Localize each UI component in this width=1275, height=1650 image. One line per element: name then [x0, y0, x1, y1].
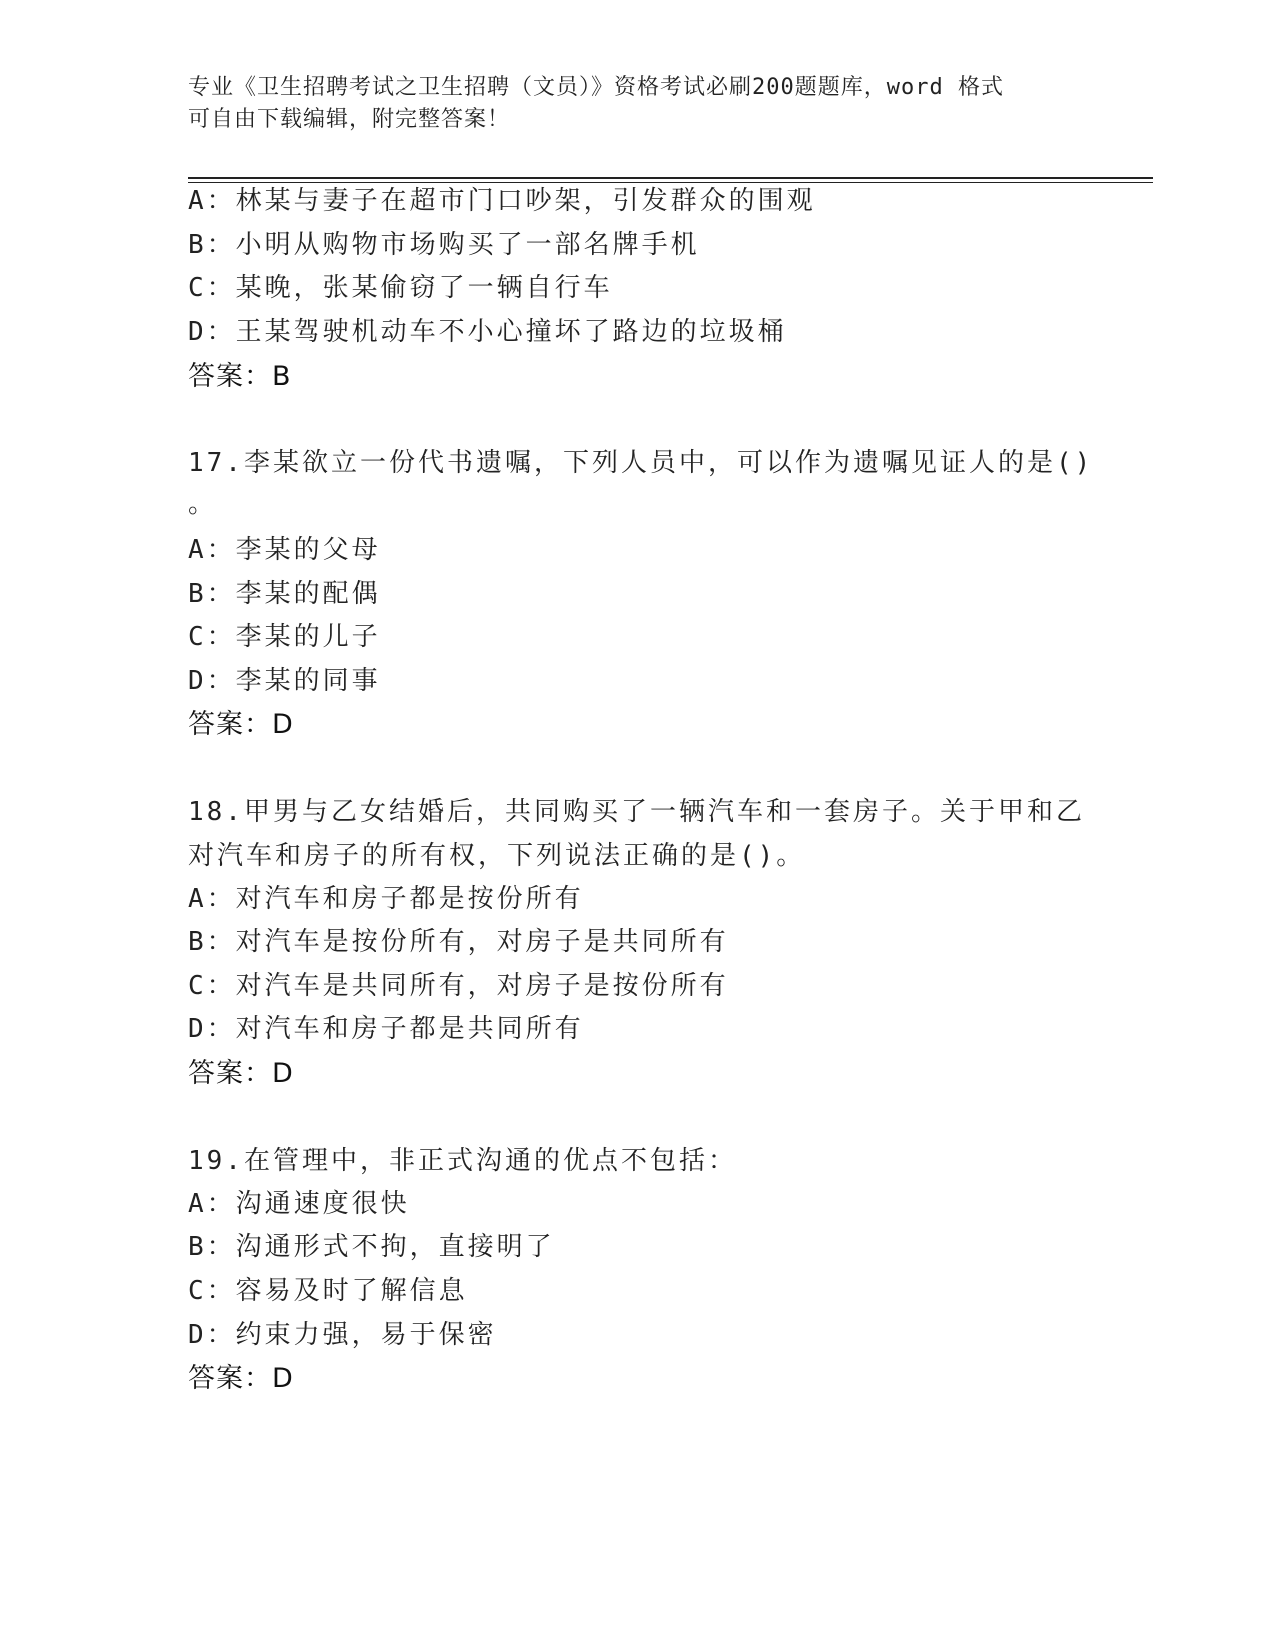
header-title-line-2: 可自由下载编辑，附完整答案！ [188, 107, 511, 132]
q16-option-d: D：王某驾驶机动车不小心撞坏了路边的垃圾桶 [188, 317, 787, 347]
q19-option-d: D：约束力强，易于保密 [188, 1320, 497, 1350]
header-title-line-1: 专业《卫生招聘考试之卫生招聘（文员）》资格考试必刷200题题库，word 格式 [188, 75, 1004, 100]
q18-question-line-2: 对汽车和房子的所有权，下列说法正确的是()。 [188, 841, 806, 871]
q17-option-d: D：李某的同事 [188, 666, 381, 696]
q16-option-b: B：小明从购物市场购买了一部名牌手机 [188, 230, 700, 260]
q18-option-d: D：对汽车和房子都是共同所有 [188, 1014, 584, 1044]
q18-option-b: B：对汽车是按份所有，对房子是共同所有 [188, 927, 729, 957]
q17-option-c: C：李某的儿子 [188, 622, 381, 652]
q18-question-line-1: 18.甲男与乙女结婚后，共同购买了一辆汽车和一套房子。关于甲和乙 [188, 797, 1085, 827]
q16-answer: 答案：B [188, 361, 292, 392]
q17-option-a: A：李某的父母 [188, 535, 381, 565]
header-divider-thin [188, 182, 1153, 183]
q18-option-c: C：对汽车是共同所有，对房子是按份所有 [188, 971, 729, 1001]
header-divider-thick [188, 177, 1153, 179]
q16-option-a: A：林某与妻子在超市门口吵架，引发群众的围观 [188, 186, 816, 216]
q19-question-line-1: 19.在管理中，非正式沟通的优点不包括： [188, 1146, 737, 1176]
q19-option-c: C：容易及时了解信息 [188, 1276, 468, 1306]
q17-question-line-1: 17.李某欲立一份代书遗嘱，下列人员中，可以作为遗嘱见证人的是() [188, 448, 1094, 478]
q16-option-c: C：某晚，张某偷窃了一辆自行车 [188, 273, 613, 303]
q18-answer: 答案：D [188, 1058, 294, 1089]
q18-option-a: A：对汽车和房子都是按份所有 [188, 884, 584, 914]
q19-option-b: B：沟通形式不拘，直接明了 [188, 1232, 555, 1262]
q17-option-b: B：李某的配偶 [188, 579, 381, 609]
document-header [188, 72, 1088, 136]
q17-question-line-2: 。 [188, 489, 218, 519]
q19-answer: 答案：D [188, 1363, 294, 1394]
q17-answer: 答案：D [188, 709, 294, 740]
q19-option-a: A：沟通速度很快 [188, 1189, 410, 1219]
